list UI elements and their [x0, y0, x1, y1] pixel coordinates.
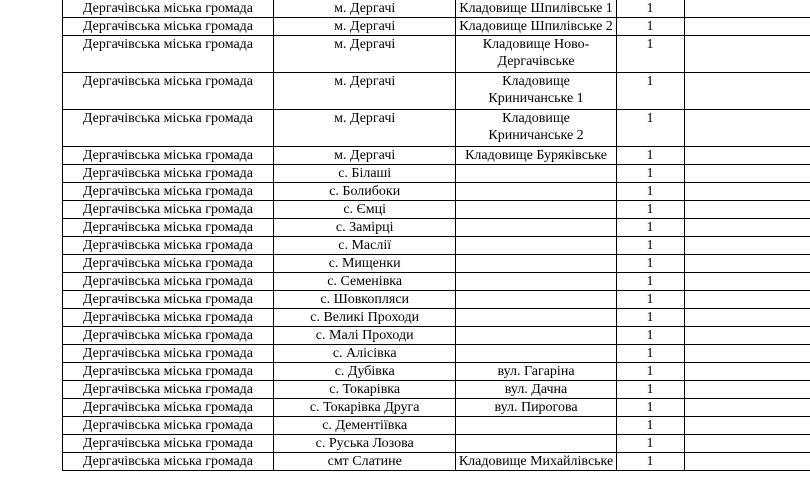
table-row [63, 183, 810, 201]
settlement-cell: с. Шовкопляси [273, 291, 456, 309]
empty-cell [684, 0, 810, 18]
community-cell: Дергачівська міська громада [63, 183, 274, 201]
empty-cell [684, 273, 810, 291]
community-cell: Дергачівська міська громада [63, 345, 274, 363]
table-row [63, 0, 810, 18]
empty-cell [684, 201, 810, 219]
count-cell: 1 [616, 147, 684, 165]
object-cell: Кладовище Михайлівське [456, 453, 616, 471]
document-table [62, 0, 810, 471]
count-cell: 1 [616, 363, 684, 381]
empty-cell [684, 183, 810, 201]
count-cell: 1 [616, 309, 684, 327]
empty-cell [684, 453, 810, 471]
table-row [63, 417, 810, 435]
count-cell: 1 [616, 453, 684, 471]
empty-cell [684, 309, 810, 327]
community-cell: Дергачівська міська громада [63, 363, 274, 381]
community-cell: Дергачівська міська громада [63, 453, 274, 471]
object-cell: вул. Дачна [456, 381, 616, 399]
object-cell [456, 201, 616, 219]
settlement-cell: с. Болибоки [273, 183, 456, 201]
object-cell [456, 183, 616, 201]
settlement-cell: с. Білаші [273, 165, 456, 183]
count-cell: 1 [616, 219, 684, 237]
table-row [63, 219, 810, 237]
object-cell: вул. Гагаріна [456, 363, 616, 381]
settlement-cell: смт Слатине [273, 453, 456, 471]
table-row [63, 309, 810, 327]
table-row [63, 399, 810, 417]
object-cell [456, 237, 616, 255]
community-cell: Дергачівська міська громада [63, 327, 274, 345]
table-row [63, 36, 810, 73]
count-cell: 1 [616, 381, 684, 399]
settlement-cell: с. Замірці [273, 219, 456, 237]
table-row [63, 453, 810, 471]
table-row [63, 273, 810, 291]
count-cell: 1 [616, 237, 684, 255]
count-cell: 1 [616, 110, 684, 147]
community-cell: Дергачівська міська громада [63, 309, 274, 327]
table-row [63, 165, 810, 183]
settlement-cell: с. Малі Проходи [273, 327, 456, 345]
settlement-cell: с. Мищенки [273, 255, 456, 273]
object-cell [456, 435, 616, 453]
empty-cell [684, 327, 810, 345]
community-cell: Дергачівська міська громада [63, 237, 274, 255]
object-cell: Кладовище Шпилівське 2 [456, 18, 616, 36]
object-cell [456, 255, 616, 273]
count-cell: 1 [616, 435, 684, 453]
empty-cell [684, 255, 810, 273]
settlement-cell: м. Дергачі [273, 73, 456, 110]
count-cell: 1 [616, 291, 684, 309]
settlement-cell: с. Токарівка [273, 381, 456, 399]
table-row [63, 237, 810, 255]
empty-cell [684, 345, 810, 363]
object-cell: Кладовище Криничанське 1 [456, 73, 616, 110]
table-row [63, 381, 810, 399]
community-cell: Дергачівська міська громада [63, 0, 274, 18]
count-cell: 1 [616, 201, 684, 219]
empty-cell [684, 36, 810, 73]
community-cell: Дергачівська міська громада [63, 18, 274, 36]
settlement-cell: м. Дергачі [273, 36, 456, 73]
settlement-cell: с. Алісівка [273, 345, 456, 363]
settlement-cell: с. Дементіївка [273, 417, 456, 435]
empty-cell [684, 363, 810, 381]
community-cell: Дергачівська міська громада [63, 399, 274, 417]
settlement-cell: м. Дергачі [273, 18, 456, 36]
empty-cell [684, 147, 810, 165]
community-cell: Дергачівська міська громада [63, 435, 274, 453]
object-cell: вул. Пирогова [456, 399, 616, 417]
empty-cell [684, 237, 810, 255]
community-cell: Дергачівська міська громада [63, 110, 274, 147]
settlement-cell: с. Токарівка Друга [273, 399, 456, 417]
object-cell: Кладовище Шпилівське 1 [456, 0, 616, 18]
table-body [63, 0, 810, 471]
settlement-cell: с. Ємці [273, 201, 456, 219]
count-cell: 1 [616, 327, 684, 345]
table-row [63, 18, 810, 36]
settlement-cell: м. Дергачі [273, 0, 456, 18]
object-cell [456, 417, 616, 435]
empty-cell [684, 435, 810, 453]
object-cell [456, 345, 616, 363]
object-cell [456, 291, 616, 309]
count-cell: 1 [616, 255, 684, 273]
empty-cell [684, 165, 810, 183]
table-row [63, 73, 810, 110]
community-cell: Дергачівська міська громада [63, 165, 274, 183]
table-row [63, 435, 810, 453]
community-cell: Дергачівська міська громада [63, 417, 274, 435]
table-row [63, 147, 810, 165]
count-cell: 1 [616, 417, 684, 435]
settlement-cell: м. Дергачі [273, 147, 456, 165]
settlement-cell: с. Маслії [273, 237, 456, 255]
community-cell: Дергачівська міська громада [63, 273, 274, 291]
object-cell: Кладовище Буряківське [456, 147, 616, 165]
count-cell: 1 [616, 399, 684, 417]
object-cell [456, 309, 616, 327]
settlement-cell: с. Семенівка [273, 273, 456, 291]
table-row [63, 363, 810, 381]
count-cell: 1 [616, 0, 684, 18]
object-cell: Кладовище Криничанське 2 [456, 110, 616, 147]
table-row [63, 345, 810, 363]
table-row [63, 110, 810, 147]
community-cell: Дергачівська міська громада [63, 73, 274, 110]
count-cell: 1 [616, 345, 684, 363]
empty-cell [684, 291, 810, 309]
community-cell: Дергачівська міська громада [63, 255, 274, 273]
object-cell [456, 327, 616, 345]
settlement-cell: с. Великі Проходи [273, 309, 456, 327]
settlement-cell: с. Руська Лозова [273, 435, 456, 453]
empty-cell [684, 18, 810, 36]
count-cell: 1 [616, 183, 684, 201]
object-cell [456, 273, 616, 291]
settlement-cell: м. Дергачі [273, 110, 456, 147]
empty-cell [684, 219, 810, 237]
community-cell: Дергачівська міська громада [63, 201, 274, 219]
empty-cell [684, 73, 810, 110]
empty-cell [684, 399, 810, 417]
community-cell: Дергачівська міська громада [63, 147, 274, 165]
count-cell: 1 [616, 36, 684, 73]
table-row [63, 327, 810, 345]
object-cell [456, 219, 616, 237]
object-cell: Кладовище Ново-Дергачівське [456, 36, 616, 73]
table-row [63, 201, 810, 219]
empty-cell [684, 381, 810, 399]
community-cell: Дергачівська міська громада [63, 219, 274, 237]
community-cell: Дергачівська міська громада [63, 381, 274, 399]
empty-cell [684, 417, 810, 435]
community-cell: Дергачівська міська громада [63, 291, 274, 309]
community-cell: Дергачівська міська громада [63, 36, 274, 73]
empty-cell [684, 110, 810, 147]
table-row [63, 291, 810, 309]
object-cell [456, 165, 616, 183]
settlement-cell: с. Дубівка [273, 363, 456, 381]
count-cell: 1 [616, 73, 684, 110]
count-cell: 1 [616, 18, 684, 36]
count-cell: 1 [616, 165, 684, 183]
count-cell: 1 [616, 273, 684, 291]
table-row [63, 255, 810, 273]
